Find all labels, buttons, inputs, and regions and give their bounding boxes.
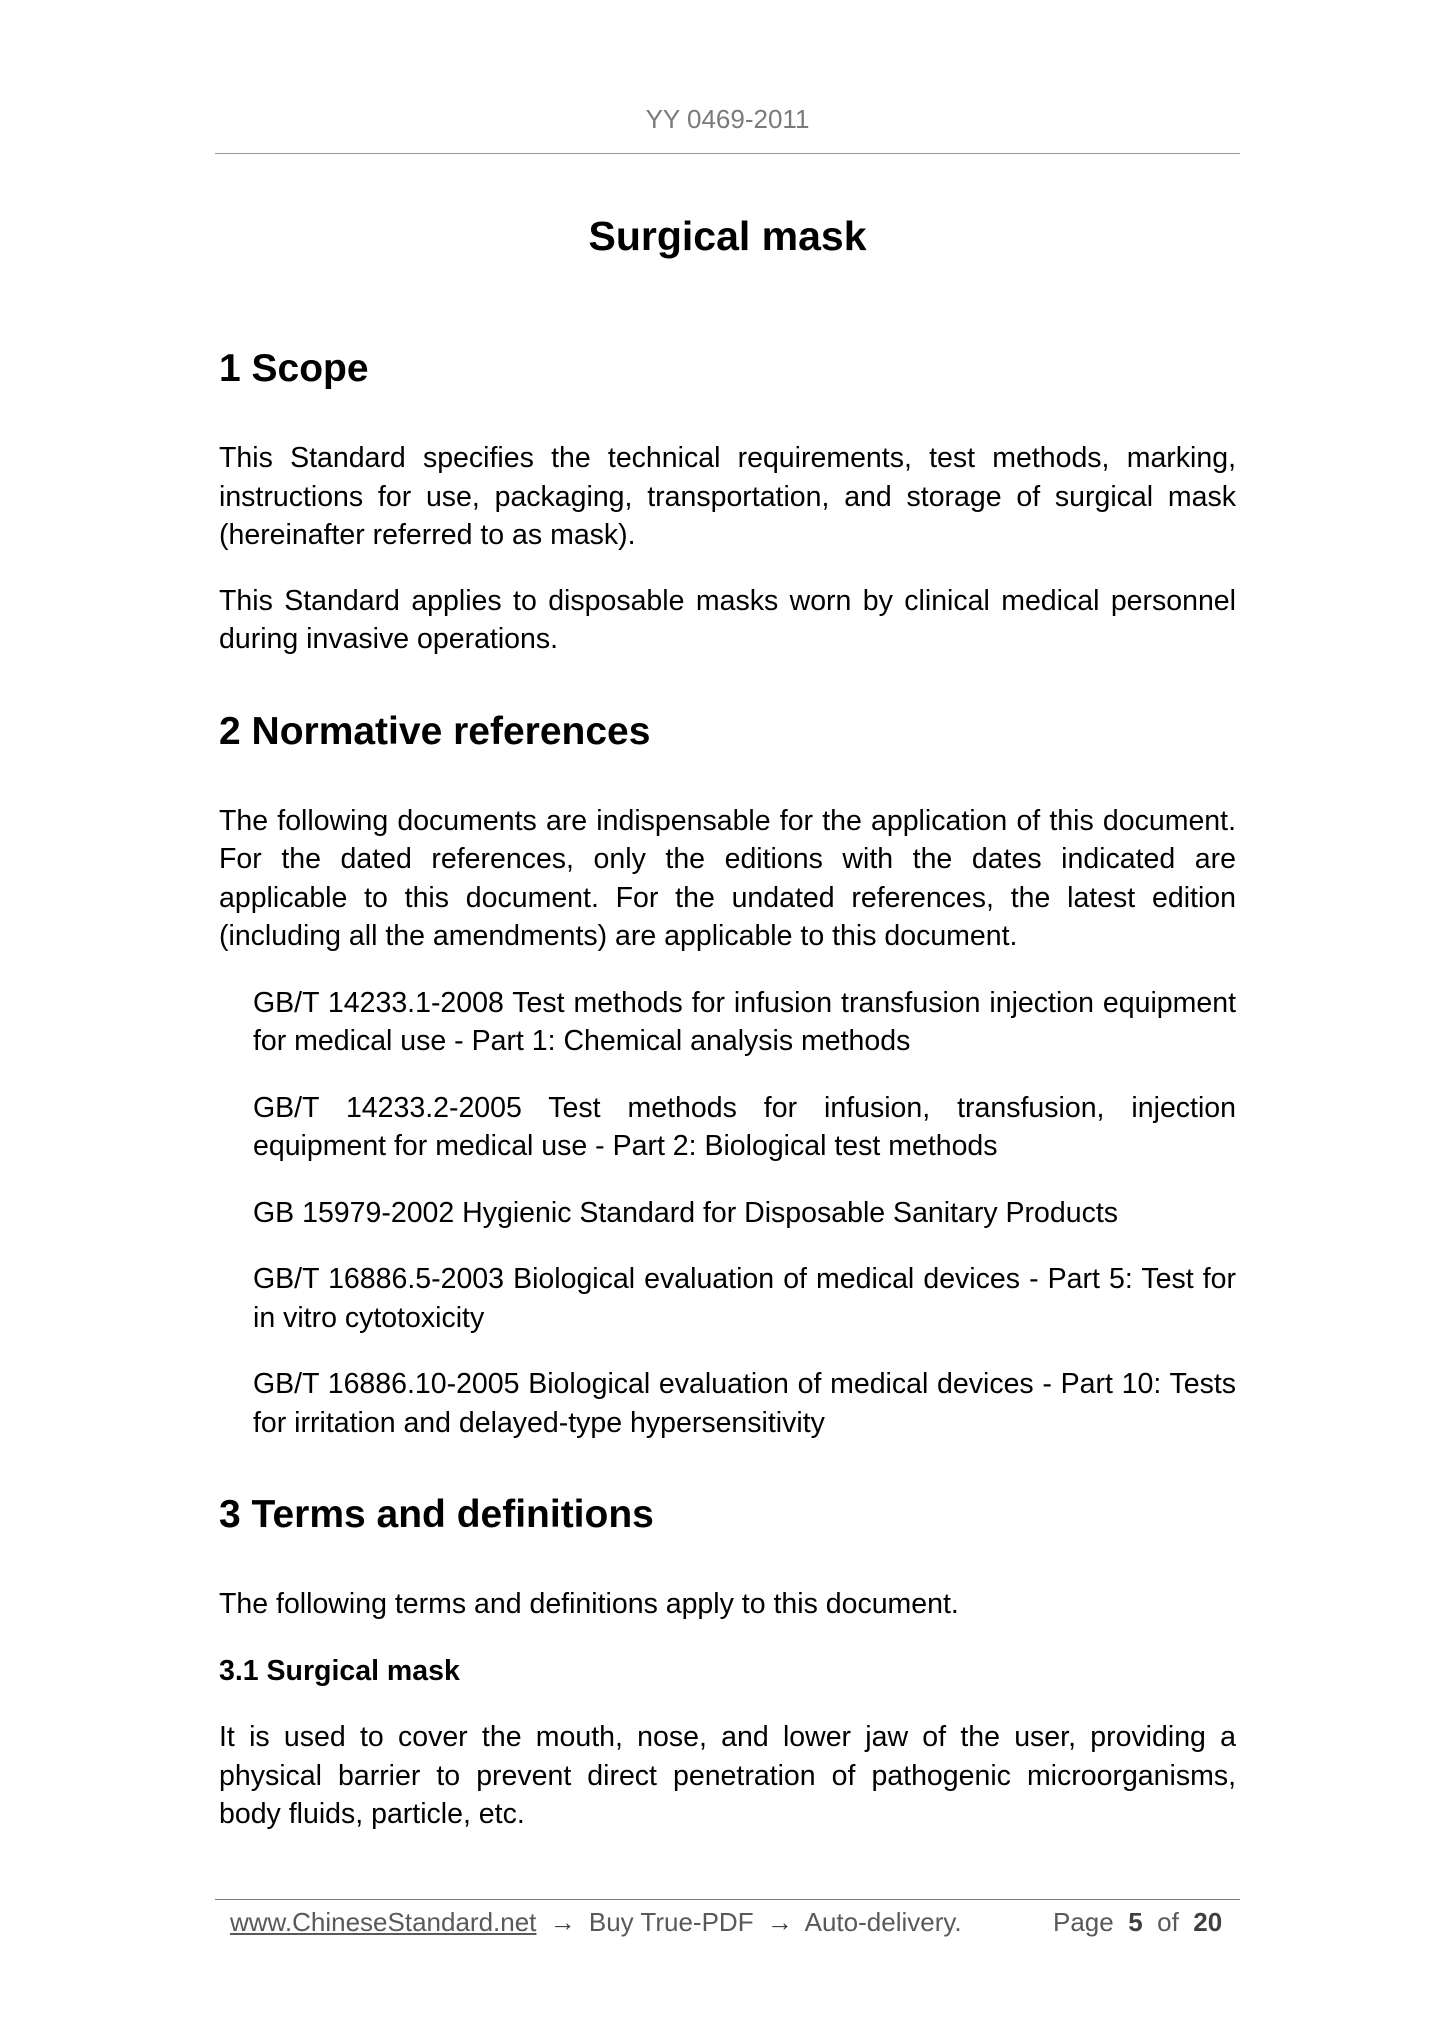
auto-delivery-text: Auto-delivery. bbox=[804, 1907, 962, 1937]
header-divider bbox=[215, 153, 1240, 154]
footer-links bbox=[230, 1902, 962, 1942]
page-current: 5 bbox=[1128, 1907, 1143, 1937]
normative-intro-paragraph: The following documents are indispensable for the application of this document. For the dated references, only the editions with the dates indicated are applicable to this document. For the undated references, the latest edition (including all the amendments) are applicable to this document. bbox=[219, 804, 1236, 952]
site-link[interactable]: www.ChineseStandard.net bbox=[230, 1907, 537, 1937]
section-heading-normative-references: 2 Normative references bbox=[219, 709, 651, 753]
footer-divider bbox=[215, 1899, 1240, 1900]
page-number bbox=[1053, 1902, 1222, 1942]
reference-list bbox=[219, 984, 1236, 1443]
page-of-label: of bbox=[1157, 1907, 1179, 1937]
section-heading-terms-and-definitions: 3 Terms and definitions bbox=[219, 1493, 654, 1536]
scope-paragraph-1: This Standard specifies the technical requirements, test methods, marking, instructions for use, packaging, transportation, and storage of surgical mask (hereinafter referred to as mask). bbox=[219, 442, 1236, 551]
reference-item: GB/T 16886.10-2005 Biological evaluation of medical devices - Part 10: Tests for irritation and delayed-type hypersensitivity bbox=[253, 1368, 1236, 1439]
page-title: Surgical mask bbox=[588, 213, 867, 259]
surgical-mask-definition: It is used to cover the mouth, nose, and lower jaw of the user, providing a physical barrier to prevent direct penetration of pathogenic microorganisms, body fluids, particle, etc. bbox=[219, 1721, 1236, 1830]
page-total: 20 bbox=[1193, 1907, 1223, 1937]
page-label: Page bbox=[1053, 1907, 1114, 1937]
terms-intro-paragraph: The following terms and definitions apply to this document. bbox=[219, 1588, 959, 1620]
subsection-heading-surgical-mask: 3.1 Surgical mask bbox=[219, 1654, 460, 1687]
reference-item: GB/T 14233.1-2008 Test methods for infusion transfusion injection equipment for medical use - Part 1: Chemical analysis methods bbox=[253, 986, 1236, 1057]
buy-pdf-text: Buy True-PDF bbox=[588, 1907, 754, 1937]
arrow-right-icon: → bbox=[549, 1907, 576, 1937]
document-body bbox=[219, 342, 1236, 1834]
section-heading-scope: 1 Scope bbox=[219, 347, 369, 390]
arrow-right-icon: → bbox=[766, 1907, 793, 1937]
reference-item: GB 15979-2002 Hygienic Standard for Disposable Sanitary Products bbox=[253, 1196, 1118, 1229]
reference-item: GB/T 14233.2-2005 Test methods for infusion, transfusion, injection equipment for medical use - Part 2: Biological test methods bbox=[253, 1091, 1236, 1162]
document-code-header: YY 0469-2011 bbox=[645, 104, 810, 134]
reference-item: GB/T 16886.5-2003 Biological evaluation of medical devices - Part 5: Test for in vitro cytotoxicity bbox=[253, 1263, 1236, 1334]
scope-paragraph-2: This Standard applies to disposable masks worn by clinical medical personnel during invasive operations. bbox=[219, 584, 1236, 655]
